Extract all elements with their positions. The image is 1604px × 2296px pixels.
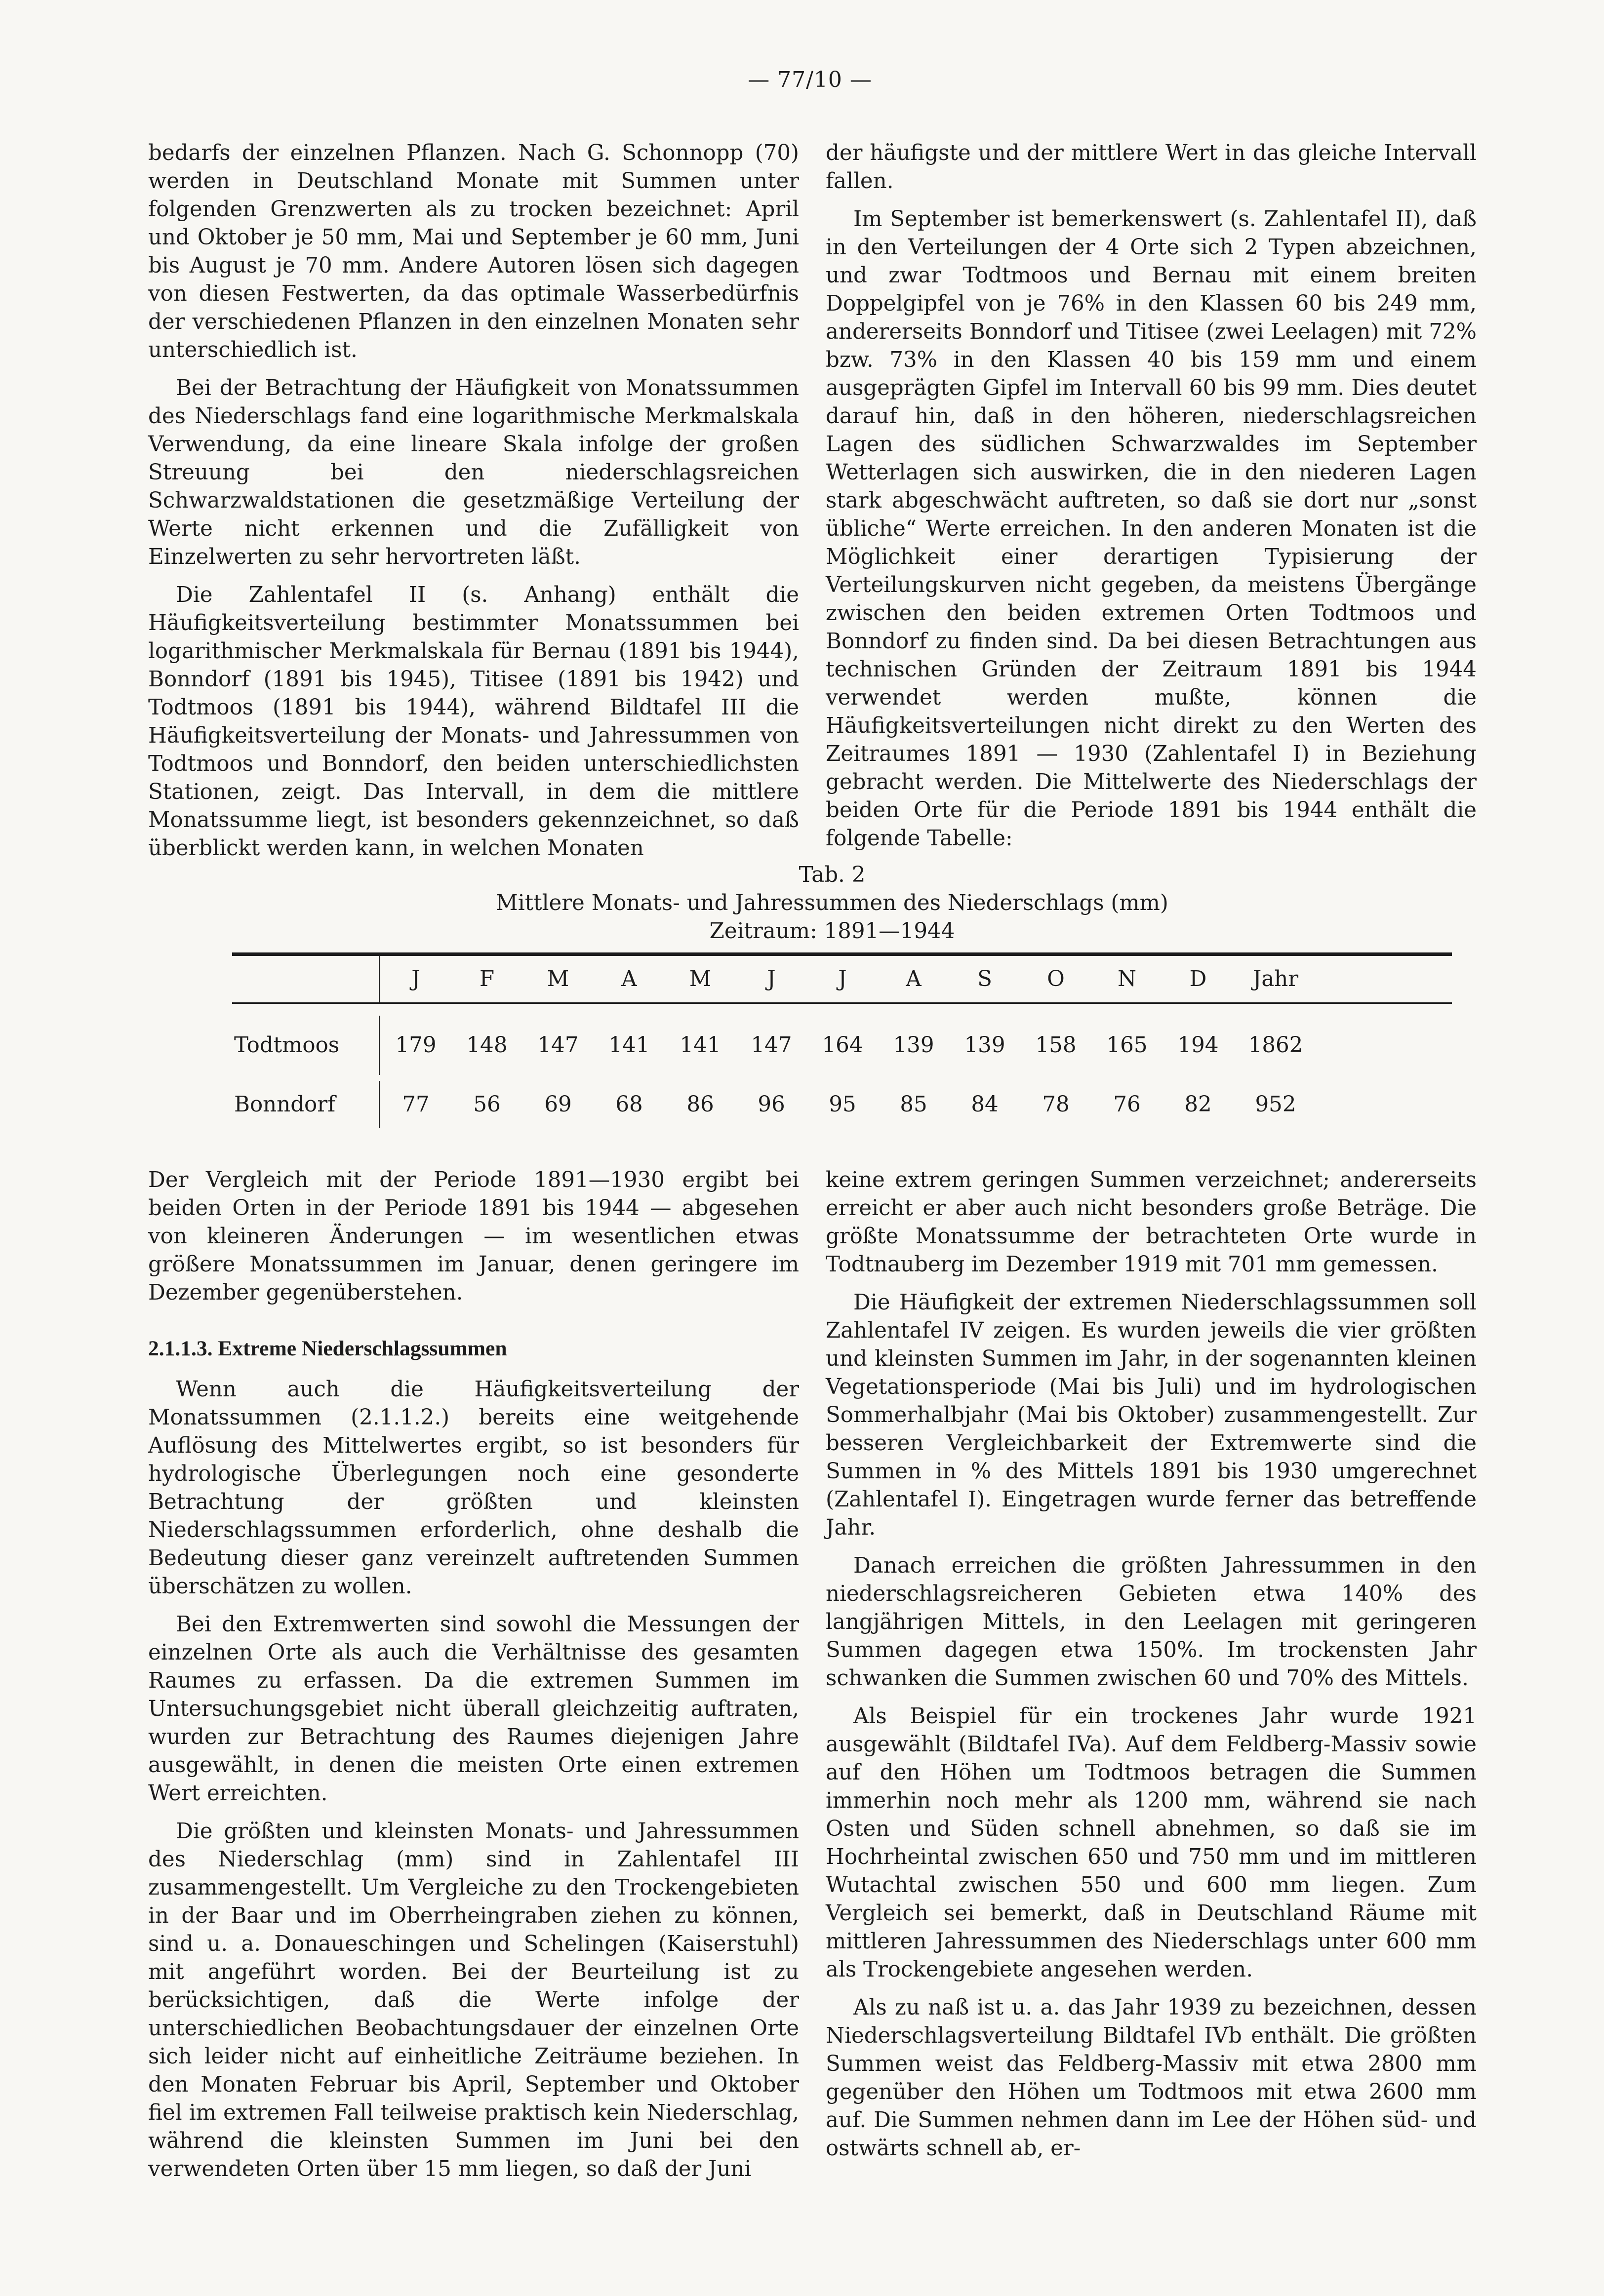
table-label: Tab. 2 — [799, 863, 866, 887]
column-bottom-right — [826, 1166, 1477, 2173]
table-cell: 141 — [608, 1032, 650, 1058]
paragraph: bedarfs der einzelnen Pflanzen. Nach G. Schonnopp (70) werden in Deutschland Monate mit Summen unter folgenden Grenzwerten als zu trocken bezeichnet: April und Oktober je 50 mm, Mai und September je 60 mm, Juni bis August je 70 mm. Andere Autoren lösen sich dagegen von diesen Festwerten, da das optimale Wasserbedürfnis der verschiedenen Pflanzen in den einzelnen Monaten sehr unterschiedlich ist. — [148, 141, 799, 362]
table-cell: 141 — [680, 1032, 721, 1058]
table-header-cell: M — [547, 966, 569, 991]
table-header-cell: O — [1047, 966, 1065, 991]
paragraph: Bei den Extremwerten sind sowohl die Messungen der einzelnen Orte als auch die Verhältnisse des gesamten Raumes zu erfassen. Da die extremen Summen im Untersuchungsgebiet nicht überall gleichzeitig auftraten, wurden zur Betrachtung des Raumes diejenigen Jahre ausgewählt, in denen die meisten Orte einen extremen Wert erreichten. — [148, 1612, 799, 1806]
table-header-cell: J — [411, 966, 420, 991]
paragraph: Wenn auch die Häufigkeitsverteilung der Monatssummen (2.1.1.2.) bereits eine weitgehende Auflösung des Mittelwertes ergibt, so ist besonders für hydrologische Überlegungen noch eine gesonderte Betrachtung der größten und kleinsten Niederschlagssummen erforderlich, ohne deshalb die Bedeutung dieser ganz vereinzelt auftretenden Summen überschätzen zu wollen. — [148, 1377, 799, 1599]
table-cell: 1862 — [1248, 1032, 1303, 1058]
table-title: Mittlere Monats- und Jahressummen des Niederschlags (mm) — [496, 891, 1168, 915]
table-header-cell: M — [689, 966, 712, 991]
table-cell: 56 — [473, 1092, 501, 1117]
table-header-cell: A — [621, 966, 637, 991]
paragraph: Als zu naß ist u. a. das Jahr 1939 zu bezeichnen, dessen Niederschlagsverteilung Bildtafel IVb enthält. Die größten Summen weist das Feldberg-Massiv mit etwa 2800 mm gegenüber den Höhen um Todtmoos mit etwa 2600 mm auf. Die Summen nehmen dann im Lee der Höhen süd- und ostwärts schnell ab, er- — [826, 1995, 1477, 2161]
table-cell: 164 — [822, 1032, 863, 1058]
table-period: Zeitraum: 1891—1944 — [709, 919, 955, 944]
table-cell: 78 — [1042, 1092, 1070, 1117]
table-cell: 139 — [964, 1032, 1005, 1058]
table-station-cell: Bonndorf — [232, 1081, 380, 1128]
paragraph: Als Beispiel für ein trockenes Jahr wurde 1921 ausgewählt (Bildtafel IVa). Auf dem Feldberg-Massiv sowie auf den Höhen um Todtmoos betragen die Summen immerhin noch mehr als 1200 mm, während sie nach Osten und Süden schnell abnehmen, so daß sie im Hochrheintal zwischen 650 und 750 mm und im mittleren Wutachtal zwischen 550 und 600 mm liegen. Zum Vergleich sei bemerkt, daß in Deutschland Räume mit mittleren Jahressummen des Niederschlags unter 600 mm als Trockengebiete angesehen werden. — [826, 1704, 1477, 1982]
table-cell: 77 — [402, 1092, 430, 1117]
table-cell: 84 — [971, 1092, 999, 1117]
paragraph: Danach erreichen die größten Jahressummen in den niederschlagsreicheren Gebieten etwa 140% des langjährigen Mittels, in den Leelagen mit geringeren Summen dagegen etwa 150%. Im trockensten Jahr schwanken die Summen zwischen 60 und 70% des Mittels. — [826, 1553, 1477, 1691]
paragraph: keine extrem geringen Summen verzeichnet; andererseits erreicht er aber auch nicht besonders große Beträge. Die größte Monatssumme der betrachteten Orte wurde in Todtnauberg im Dezember 1919 mit 701 mm gemessen. — [826, 1168, 1477, 1277]
table-cell: 179 — [395, 1032, 437, 1058]
table-header-cell: Jahr — [1252, 966, 1299, 991]
table-header-cell: F — [479, 966, 495, 991]
table-cell: 68 — [615, 1092, 643, 1117]
paragraph: Im September ist bemerkenswert (s. Zahlentafel II), daß in den Verteilungen der 4 Orte sich 2 Typen abzeichnen, und zwar Todtmoos und Bernau mit einem breiten Doppelgipfel von je 76% in den Klassen 60 bis 249 mm, andererseits Bonndorf und Titisee (zwei Leelagen) mit 72% bzw. 73% in den Klassen 40 bis 159 mm und einem ausgeprägten Gipfel im Intervall 60 bis 99 mm. Dies deutet darauf hin, daß in den höheren, niederschlagsreichen Lagen des südlichen Schwarzwaldes im September Wetterlagen sich auswirken, die in den niederen Lagen stark abgeschwächt auftreten, so daß sie dort nur „sonst übliche“ Werte erreichen. In den anderen Monaten ist die Möglichkeit einer derartigen Typisierung der Verteilungskurven nicht gegeben, da meistens Übergänge zwischen den beiden extremen Orten Todtmoos und Bonndorf zu finden sind. Da bei diesen Betrachtungen aus technischen Gründen der Zeitraum 1891 bis 1944 verwendet werden mußte, können die Häufigkeitsverteilungen nicht direkt zu den Werten des Zeitraumes 1891 — 1930 (Zahlentafel I) in Beziehung gebracht werden. Die Mittelwerte des Niederschlags der beiden Orte für die Periode 1891 bis 1944 enthält die folgende Tabelle: — [826, 207, 1477, 851]
table-header-cell: D — [1189, 966, 1207, 991]
column-top-left — [148, 139, 799, 872]
paragraph: Die größten und kleinsten Monats- und Jahressummen des Niederschlag (mm) sind in Zahlentafel III zusammengestellt. Um Vergleiche zu den Trockengebieten in der Baar und im Oberrheingraben ziehen zu können, sind u. a. Donaueschingen und Schelingen (Kaiserstuhl) mit angeführt worden. Bei der Beurteilung ist zu berücksichtigen, daß die Werte infolge der unterschiedlichen Beobachtungsdauer der einzelnen Orte sich leider nicht auf einheitliche Zeiträume beziehen. In den Monaten Februar bis April, September und Oktober fiel im extremen Fall teilweise praktisch kein Niederschlag, während die kleinsten Summen im Juni bei den verwendeten Orten über 15 mm liegen, so daß der Juni — [148, 1819, 799, 2181]
table-cell: 96 — [758, 1092, 785, 1117]
paragraph: Die Häufigkeit der extremen Niederschlagssummen soll Zahlentafel IV zeigen. Es wurden jeweils die vier größten und kleinsten Summen im Jahr, in der sogenannten kleinen Vegetationsperiode (Mai bis Juli) und im hydrologischen Sommerhalbjahr (Mai bis Oktober) zusammengestellt. Zur besseren Vergleichbarkeit der Extremwerte sind die Summen in % des Mittels 1891 bis 1930 umgerechnet (Zahlentafel I). Eingetragen wurde ferner das betreffende Jahr. — [826, 1290, 1477, 1540]
table-header-cell: N — [1117, 966, 1137, 991]
column-bottom-left — [148, 1166, 799, 2193]
paragraph: Bei der Betrachtung der Häufigkeit von Monatssummen des Niederschlags fand eine logarithmische Merkmalskala Verwendung, da eine lineare Skala infolge der großen Streuung bei den niederschlagsreichen Schwarzwaldstationen die gesetzmäßige Verteilung der Werte nicht erkennen und die Zufälligkeit von Einzelwerten zu sehr hervortreten läßt. — [148, 376, 799, 569]
table-cell: 139 — [893, 1032, 934, 1058]
table-body — [232, 1004, 1452, 1134]
table-header-corner — [232, 956, 380, 1002]
table-cell: 69 — [544, 1092, 572, 1117]
table-cell: 158 — [1035, 1032, 1077, 1058]
table-cell: 147 — [537, 1032, 579, 1058]
table-cell: 85 — [900, 1092, 927, 1117]
table-cell: 165 — [1106, 1032, 1148, 1058]
table-station-cell: Todtmoos — [232, 1016, 380, 1075]
section-number: 2.1.1.3. — [148, 1337, 213, 1360]
table-row — [232, 1075, 1452, 1134]
table-row — [232, 1016, 1452, 1075]
page-number: — 77/10 — — [748, 67, 872, 92]
table-cell: 194 — [1177, 1032, 1219, 1058]
paragraph: Die Zahlentafel II (s. Anhang) enthält die Häufigkeitsverteilung bestimmter Monatssummen bei logarithmischer Merkmalskala für Bernau (1891 bis 1944), Bonndorf (1891 bis 1945), Titisee (1891 bis 1942) und Todtmoos (1891 bis 1944), während Bildtafel III die Häufigkeitsverteilung der Monats- und Jahressummen von Todtmoos und Bonndorf, den beiden unterschiedlichsten Stationen, zeigt. Das Intervall, in dem die mittlere Monatssumme liegt, ist besonders gekennzeichnet, so daß überblickt werden kann, in welchen Monaten — [148, 583, 799, 861]
table-top-rule — [232, 952, 1452, 956]
table-header-row — [232, 956, 1452, 1004]
paragraph: Der Vergleich mit der Periode 1891—1930 ergibt bei beiden Orten in der Periode 1891 bis 1944 — abgesehen von kleineren Änderungen — im wesentlichen etwas größere Monatssummen im Januar, denen geringere im Dezember gegenüberstehen. — [148, 1168, 799, 1305]
table-header-cell: A — [906, 966, 922, 991]
section-heading — [148, 1335, 799, 1363]
section-title: Extreme Niederschlagssummen — [218, 1337, 507, 1360]
column-top-right — [826, 139, 1477, 863]
table-cell: 147 — [751, 1032, 792, 1058]
table-header-cell: J — [767, 966, 776, 991]
table-tab2 — [232, 861, 1452, 1134]
table-header-cell: J — [838, 966, 847, 991]
table-header-cell: S — [977, 966, 992, 991]
table-cell: 86 — [686, 1092, 714, 1117]
table-cell: 148 — [466, 1032, 508, 1058]
table-cell: 76 — [1113, 1092, 1141, 1117]
table-cell: 95 — [829, 1092, 856, 1117]
table-cell: 952 — [1255, 1092, 1296, 1117]
paragraph: der häufigste und der mittlere Wert in das gleiche Intervall fallen. — [826, 141, 1477, 194]
table-cell: 82 — [1184, 1092, 1212, 1117]
